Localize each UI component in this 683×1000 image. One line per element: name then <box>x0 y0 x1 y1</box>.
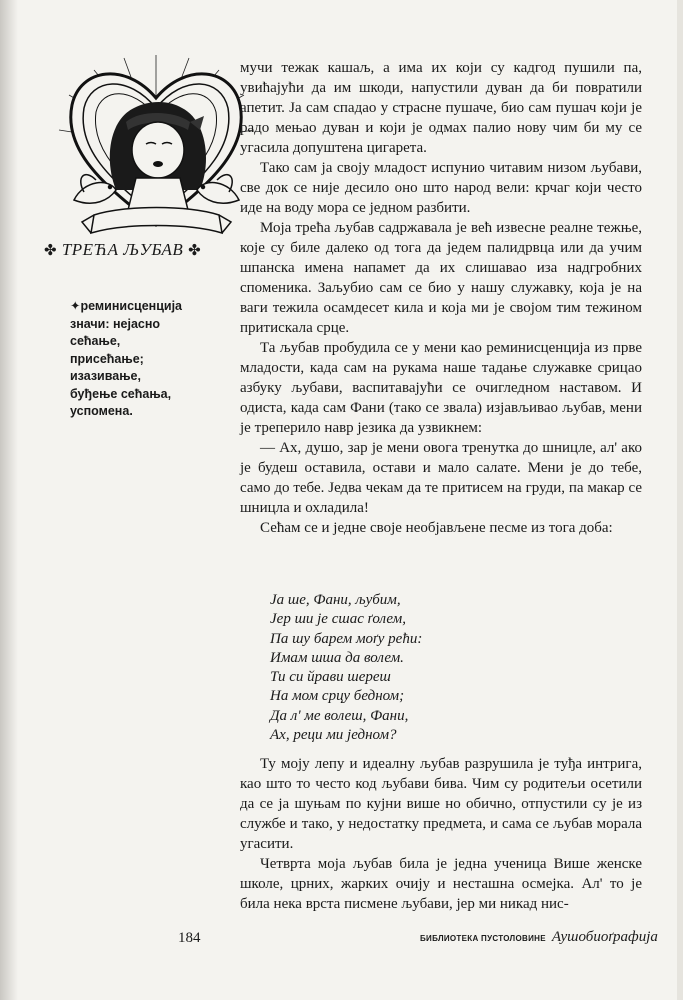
poem-line: Имам шша да волем. <box>270 649 404 666</box>
paragraph: Моја трећа љубав садржавала је већ извесне реалне тежње, које су биле далеко од тога да једем палидрвца или да учим шпанска имена напамет да их слишавао иза надгробних споменика. Заљубио сам се био у нашу служавку, која је на ваги тежила осамдесет кила и која ми је својом тим тежином притискала срце. <box>240 220 642 336</box>
poem <box>270 591 570 745</box>
paragraph: Та љубав пробудила се у мени као реминисценција из прве младости, када сам на рукама наше тадање служавке срицао азбуку љубави, васпитавајући се очигледном наставом. И одиста, када сам Фани (тако се звала) изјављивао љубав, мени је треперило навр језика да узвикнем: <box>240 340 642 436</box>
gloss-text: реминисценција значи: нејасно сећање, присећање; изазивање, буђење сећања, успомена. <box>70 299 183 418</box>
ornament-left-icon: ✤ <box>44 243 58 259</box>
poem-line: Па шу барем моґу рећи: <box>270 630 423 647</box>
paragraph: Тако сам ја своју младост испунио читавим низом љубави, све док се није десило оно што народ вели: крчаг који често иде на воду мора се једном разбити. <box>240 160 642 216</box>
poem-line: Ах, реци ми једном? <box>270 727 397 744</box>
ornament-right-icon: ✤ <box>188 243 202 259</box>
book-title: Аушобиоґрафија <box>551 929 658 945</box>
body-text-lower <box>240 754 642 914</box>
series-label: БИБЛИОТЕКА ПУСТОЛОВИНЕ <box>420 934 546 943</box>
heart-girl-illustration <box>54 50 259 240</box>
paragraph: Четврта моја љубав била је једна ученица Више женске школе, црних, жарких очију и несташна осмејка. Ал' то је била нека врста писмене љубави, јер ми никад нис- <box>240 856 642 912</box>
chapter-title: ТРЕЋА ЉУБАВ <box>61 240 184 259</box>
poem-line: Јер ши је сшас ґолем, <box>270 611 406 628</box>
body-text-upper <box>240 58 642 538</box>
poem-line: Ти си йрави шереш <box>270 669 391 686</box>
gutter-shadow <box>0 0 18 1000</box>
running-footer <box>420 928 658 946</box>
page-edge <box>677 0 683 1000</box>
banner <box>91 208 222 234</box>
page-number: 184 <box>178 930 201 946</box>
paragraph: Сећам се и једне своје необјављене песме из тога доба: <box>260 520 613 536</box>
poem-line: На мом срцу бедном; <box>270 688 405 705</box>
poem-line: Да л' ме волеш, Фани, <box>270 707 409 724</box>
chapter-heading <box>44 240 224 260</box>
gloss-bullet-icon: ✦ <box>70 299 81 313</box>
margin-gloss <box>70 298 188 421</box>
paragraph: мучи тежак кашаљ, а има их који су кадгод пушили па, увићајући да им шкоди, напустили дуван да би повратили апетит. Ја сам спадао у страсне пушаче, био сам пушач који је радо мењао дуван и који је одмах палио нову чим би му се угасила допуштена цигарета. <box>240 60 642 156</box>
paragraph: — Ах, душо, зар је мени овога тренутка до шницле, ал' ако је будеш оставила, остави и мало салате. Мени је до тебе, само до тебе. Једва чекам да те притисем на груди, па макар се шницла и охладила! <box>240 440 642 516</box>
poem-line: Ја ше, Фани, љубим, <box>270 592 401 608</box>
paragraph: Ту моју лепу и идеалну љубав разрушила је туђа интрига, као што то често код љубави бива. Чим су родитељи осетили да се ја шуњам по кујни више но обично, отпустили су је из службе и тако, у недостатку предмета, и сама се љубав морала угасити. <box>240 756 642 852</box>
